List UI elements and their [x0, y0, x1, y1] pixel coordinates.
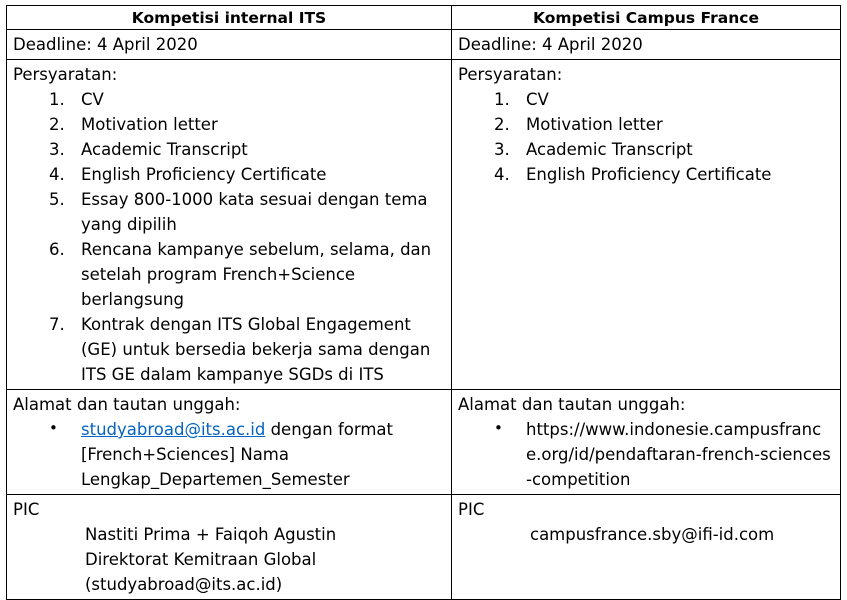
list-text: English Proficiency Certificate — [81, 165, 327, 184]
bullet-icon: • — [49, 419, 58, 437]
list-text: CV — [526, 90, 549, 109]
upload-row — [7, 390, 841, 495]
pic-left — [7, 495, 452, 600]
list-number: 1. — [494, 90, 510, 109]
list-item — [458, 162, 840, 187]
list-number: 5. — [49, 190, 65, 209]
list-text: Motivation letter — [81, 115, 218, 134]
pic-right — [452, 495, 841, 600]
list-text: English Proficiency Certificate — [526, 165, 772, 184]
deadline-row — [7, 30, 841, 60]
requirements-left — [7, 60, 452, 390]
header-left: Kompetisi internal ITS — [7, 6, 452, 30]
pic-name: Nastiti Prima + Faiqoh Agustin — [85, 525, 337, 544]
pic-row — [7, 495, 841, 600]
list-number: 4. — [49, 165, 65, 184]
list-item — [13, 312, 451, 387]
requirements-right — [452, 60, 841, 390]
email-link[interactable]: studyabroad@its.ac.id — [81, 420, 266, 439]
pic-email: (studyabroad@its.ac.id) — [85, 575, 283, 594]
upload-format-text: dengan format [French+Sciences] Nama Lengkap_Departemen_Semester — [81, 420, 393, 489]
pic-label: PIC — [13, 500, 40, 519]
competition-table — [6, 5, 841, 600]
upload-list-left — [13, 417, 451, 492]
list-item — [458, 137, 840, 162]
list-text: Motivation letter — [526, 115, 663, 134]
list-text: CV — [81, 90, 104, 109]
list-text: Academic Transcript — [526, 140, 693, 159]
list-item — [458, 87, 840, 112]
list-item — [458, 417, 840, 492]
list-number: 6. — [49, 240, 65, 259]
upload-label: Alamat dan tautan unggah: — [458, 395, 686, 414]
requirements-list-right — [458, 87, 840, 187]
list-number: 1. — [49, 90, 65, 109]
upload-url: https://www.indonesie.campusfrance.org/id/pendaftaran-french-sciences-competition — [526, 420, 831, 489]
pic-contact-right — [458, 522, 840, 547]
pic-department: Direktorat Kemitraan Global — [85, 550, 317, 569]
list-number: 2. — [494, 115, 510, 134]
list-item — [458, 112, 840, 137]
list-text: Academic Transcript — [81, 140, 248, 159]
header-row — [7, 6, 841, 30]
header-right: Kompetisi Campus France — [452, 6, 841, 30]
pic-label: PIC — [458, 500, 485, 519]
pic-email: campusfrance.sby@ifi-id.com — [530, 525, 775, 544]
pic-contact-left — [13, 522, 451, 597]
list-item — [13, 137, 451, 162]
list-item — [13, 187, 451, 237]
list-number: 2. — [49, 115, 65, 134]
list-item — [13, 237, 451, 312]
list-text: Essay 800-1000 kata sesuai dengan tema yang dipilih — [81, 190, 428, 234]
upload-right — [452, 390, 841, 495]
deadline-left: Deadline: 4 April 2020 — [7, 30, 452, 60]
requirements-row — [7, 60, 841, 390]
upload-left — [7, 390, 452, 495]
upload-list-right — [458, 417, 840, 492]
list-number: 3. — [49, 140, 65, 159]
deadline-right: Deadline: 4 April 2020 — [452, 30, 841, 60]
list-text: Rencana kampanye sebelum, selama, dan setelah program French+Science berlangsung — [81, 240, 432, 309]
list-item — [13, 112, 451, 137]
list-number: 7. — [49, 315, 65, 334]
list-number: 3. — [494, 140, 510, 159]
requirements-label: Persyaratan: — [13, 65, 118, 84]
list-item — [13, 417, 451, 492]
requirements-label: Persyaratan: — [458, 65, 563, 84]
list-item — [13, 87, 451, 112]
list-item — [13, 162, 451, 187]
bullet-icon: • — [494, 419, 503, 437]
list-text: Kontrak dengan ITS Global Engagement (GE) untuk bersedia bekerja sama dengan ITS GE dalam kampanye SGDs di ITS — [81, 315, 431, 384]
upload-label: Alamat dan tautan unggah: — [13, 395, 241, 414]
list-number: 4. — [494, 165, 510, 184]
requirements-list-left — [13, 87, 451, 387]
